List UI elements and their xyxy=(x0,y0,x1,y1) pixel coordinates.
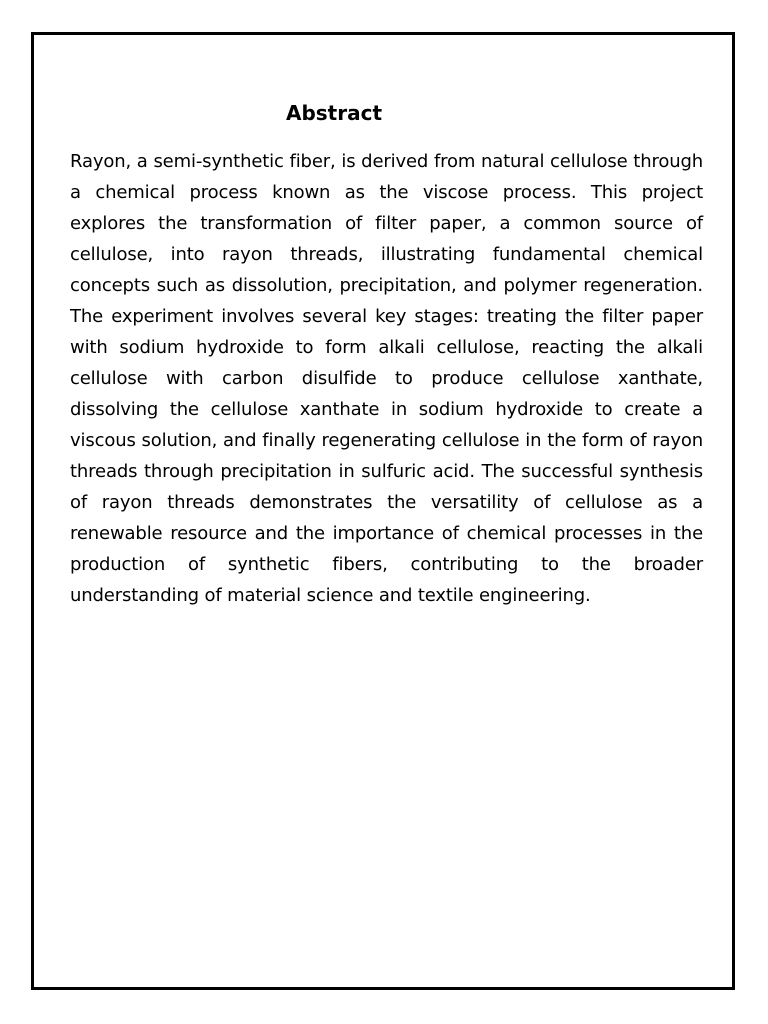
page-border xyxy=(31,32,735,990)
abstract-title: Abstract xyxy=(285,101,383,125)
abstract-body: Rayon, a semi-synthetic fiber, is derived from natural cellulose through a chemical process known as the viscose process. This project explores the transformation of filter paper, a common source of cellulose, into rayon threads, illustrating fundamental chemical concepts such as dissolution, precipitation, and polymer regeneration. The experiment involves several key stages: treating the filter paper with sodium hydroxide to form alkali cellulose, reacting the alkali cellulose with carbon disulfide to produce cellulose xanthate, dissolving the cellulose xanthate in sodium hydroxide to create a viscous solution, and finally regenerating cellulose in the form of rayon threads through precipitation in sulfuric acid. The successful synthesis of rayon threads demonstrates the versatility of cellulose as a renewable resource and the importance of chemical processes in the production of synthetic fibers, contributing to the broader understanding of material science and textile engineering. xyxy=(70,151,703,606)
